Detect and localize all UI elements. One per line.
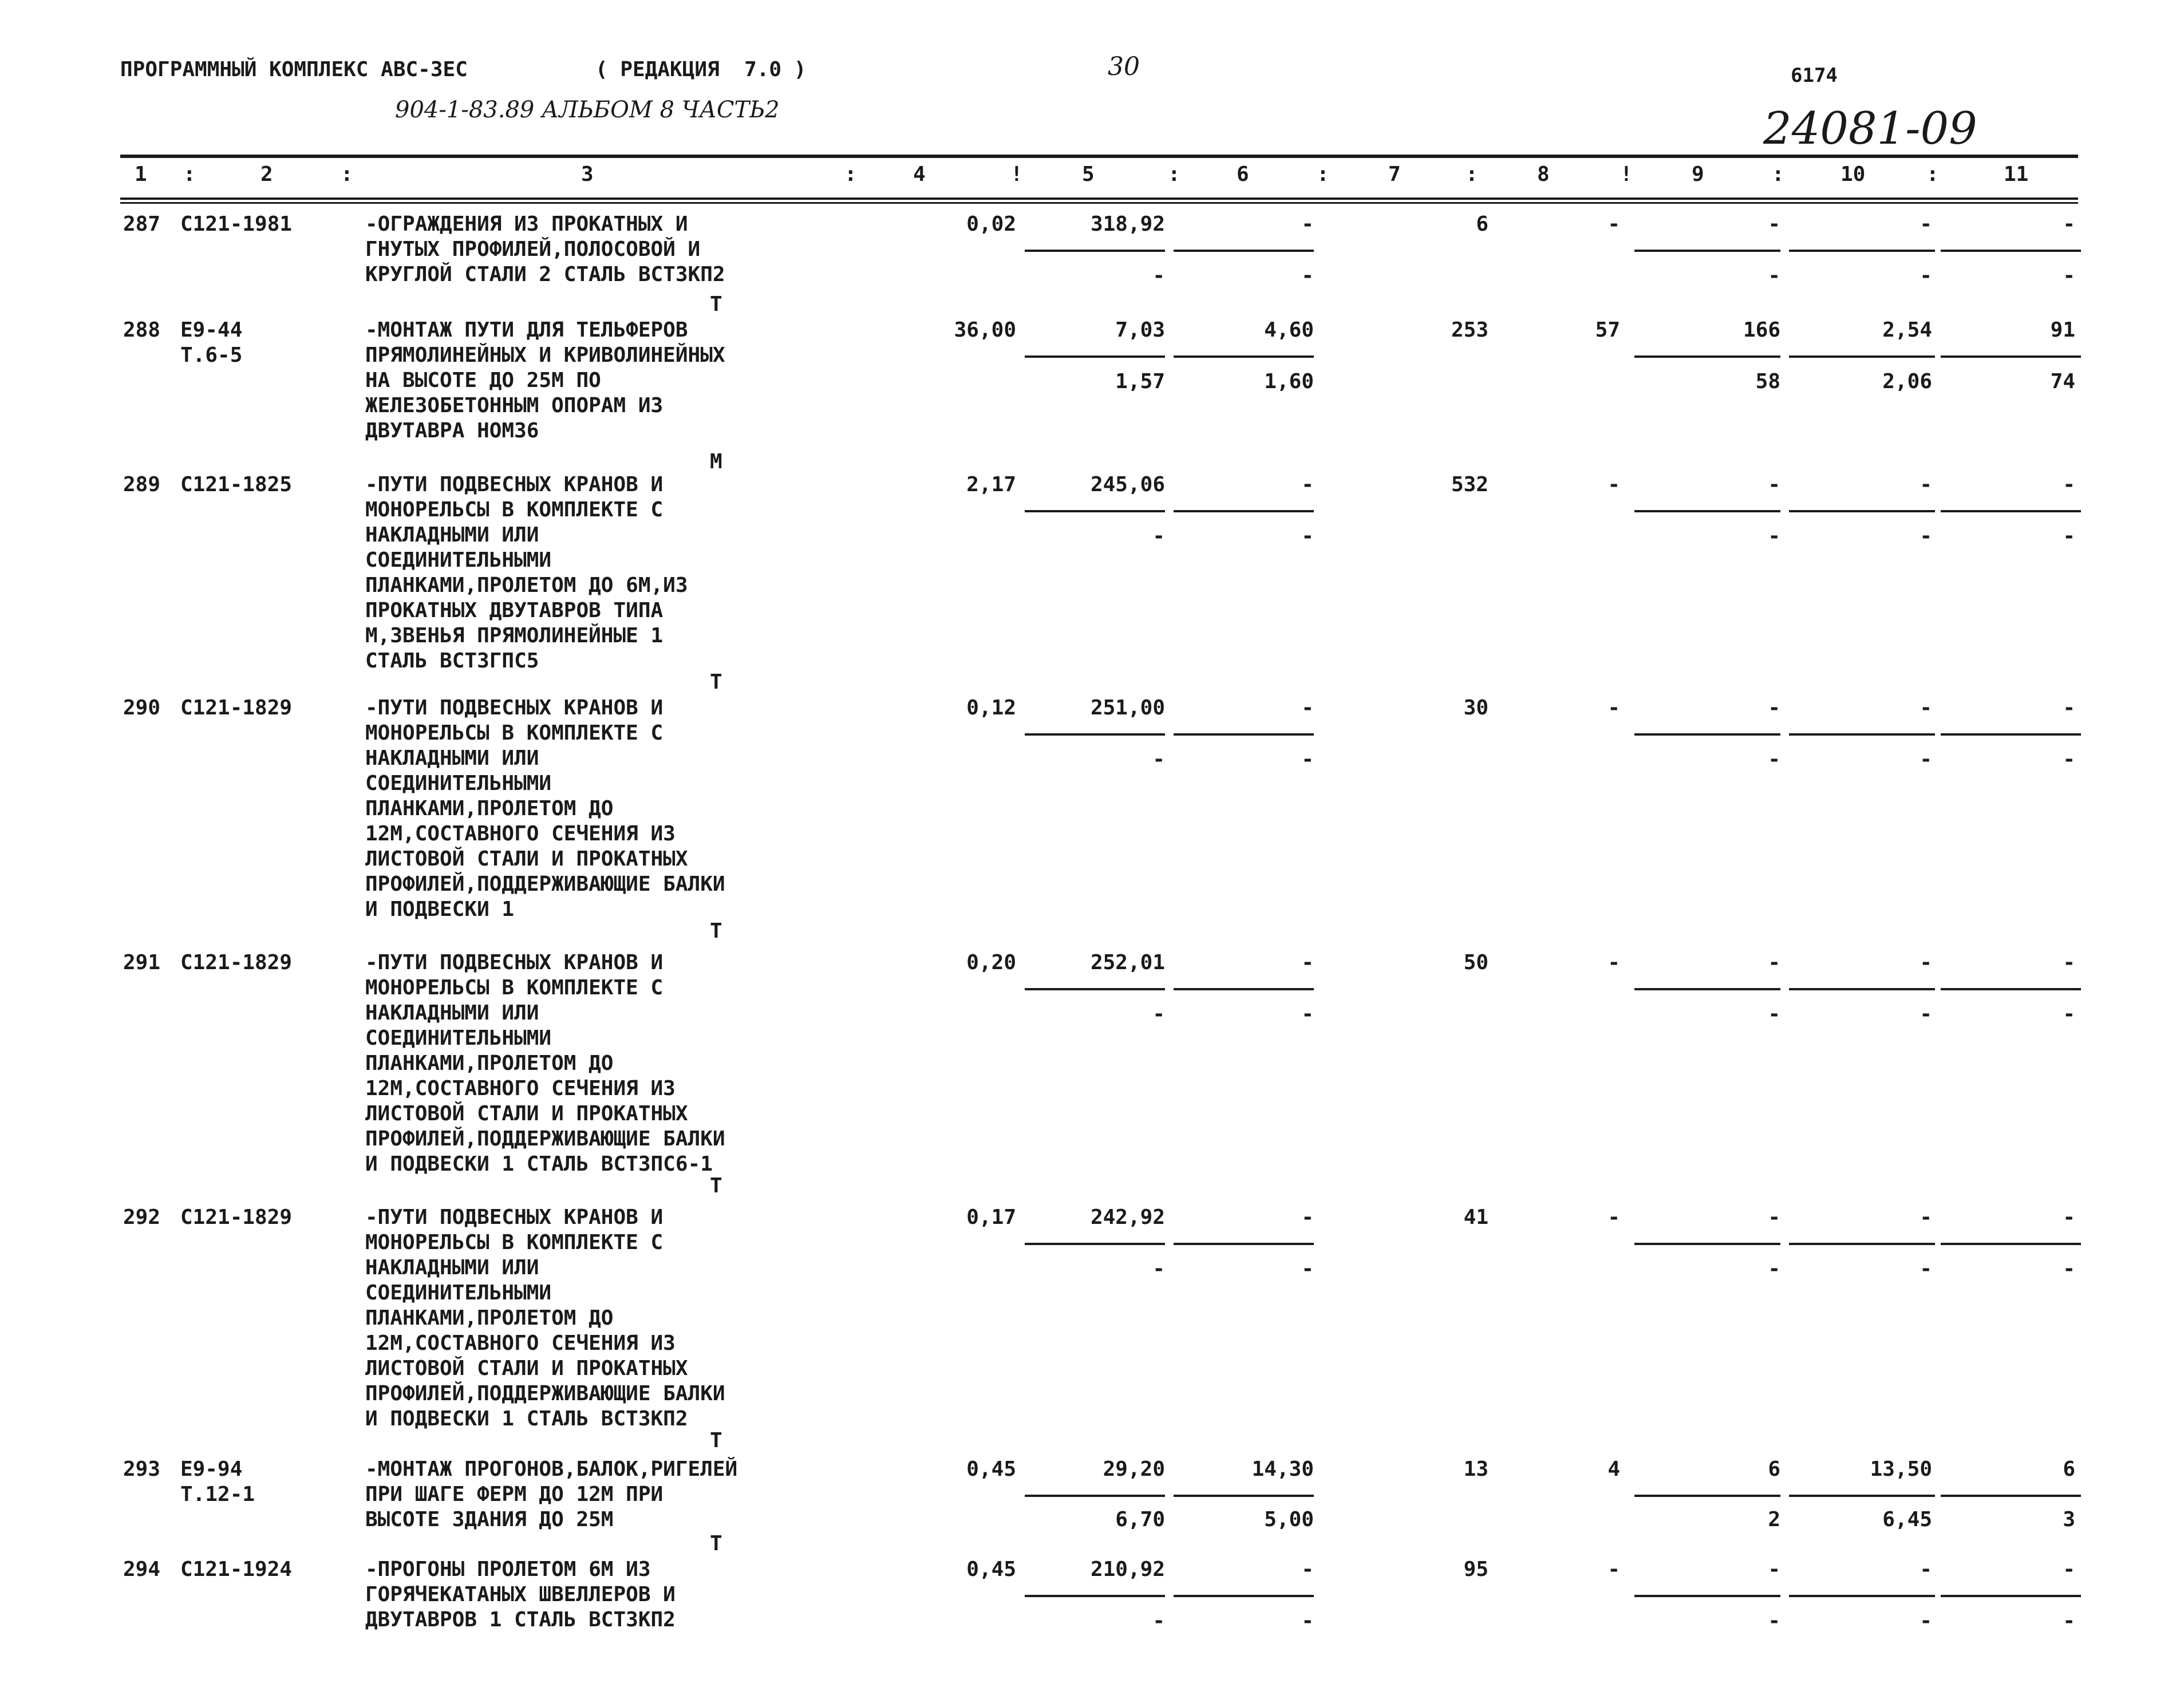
cell-col6-bottom: 1,60 bbox=[1264, 370, 1314, 393]
col-separator: : bbox=[1466, 163, 1478, 186]
cell-col9-bottom: - bbox=[1768, 264, 1780, 287]
row-number: 292 bbox=[123, 1206, 161, 1229]
cell-col8: - bbox=[1608, 951, 1620, 974]
cell-col10-top: 2,54 bbox=[1882, 318, 1932, 342]
cell-col10-top: - bbox=[1920, 1558, 1932, 1581]
row-unit: М bbox=[710, 450, 722, 473]
row-number: 294 bbox=[123, 1558, 161, 1581]
cell-col8: - bbox=[1608, 212, 1620, 236]
cell-col11-bottom: - bbox=[2063, 1609, 2075, 1633]
cell-col4: 0,20 bbox=[966, 951, 1016, 974]
row-unit: Т bbox=[710, 1174, 722, 1198]
cell-col4: 2,17 bbox=[966, 473, 1016, 496]
cell-col11-top: 91 bbox=[2050, 318, 2075, 342]
cell-col10-top: - bbox=[1920, 1206, 1932, 1229]
fraction-bar bbox=[1025, 1495, 1165, 1497]
cell-col6-bottom: - bbox=[1301, 264, 1314, 287]
col-header-10: 10 bbox=[1841, 163, 1866, 186]
fraction-bar bbox=[1025, 250, 1165, 252]
cell-col9-top: 166 bbox=[1743, 318, 1780, 342]
col-separator: : bbox=[1168, 163, 1180, 186]
row-code: С121-1829 bbox=[180, 951, 293, 974]
cell-col6-bottom: - bbox=[1301, 1002, 1314, 1026]
cell-col6-top: 14,30 bbox=[1251, 1457, 1314, 1481]
fraction-bar bbox=[1174, 988, 1314, 990]
cell-col6-top: - bbox=[1301, 1558, 1314, 1581]
page-number: 30 bbox=[1108, 52, 1140, 81]
col-separator: ! bbox=[1620, 163, 1633, 186]
cell-col9-bottom: - bbox=[1768, 1257, 1780, 1281]
cell-col11-bottom: 3 bbox=[2063, 1508, 2075, 1531]
row-description: -МОНТАЖ ПРОГОНОВ,БАЛОК,РИГЕЛЕЙ ПРИ ШАГЕ ФЕРМ ДО 12М ПРИ ВЫСОТЕ ЗДАНИЯ ДО 25М bbox=[365, 1457, 738, 1531]
header-top-rule bbox=[120, 155, 2078, 158]
fraction-bar bbox=[1634, 510, 1780, 512]
cell-col10-bottom: - bbox=[1920, 1609, 1932, 1633]
fraction-bar bbox=[1025, 355, 1165, 358]
fraction-bar bbox=[1174, 510, 1314, 512]
cell-col4: 0,45 bbox=[966, 1558, 1016, 1581]
cell-col6-bottom: - bbox=[1301, 1257, 1314, 1281]
cell-col10-bottom: - bbox=[1920, 748, 1932, 771]
fraction-bar bbox=[1941, 355, 2081, 358]
row-description: -ОГРАЖДЕНИЯ ИЗ ПРОКАТНЫХ И ГНУТЫХ ПРОФИЛЕЙ,ПОЛОСОВОЙ И КРУГЛОЙ СТАЛИ 2 СТАЛЬ ВСТ3КП2 bbox=[365, 212, 725, 286]
row-number: 293 bbox=[123, 1457, 161, 1481]
cell-col5-bottom: - bbox=[1152, 1002, 1165, 1026]
row-description: -ПУТИ ПОДВЕСНЫХ КРАНОВ И МОНОРЕЛЬСЫ В КОМПЛЕКТЕ С НАКЛАДНЫМИ ИЛИ СОЕДИНИТЕЛЬНЫМИ ПЛАНКАМИ,ПРОЛЕТОМ ДО 6М,ИЗ ПРОКАТНЫХ ДВУТАВРОВ ТИПА М,ЗВЕНЬЯ ПРЯМОЛИНЕЙНЫЕ 1 СТАЛЬ ВСТ3ГПС5 bbox=[365, 473, 688, 673]
col-header-1: 1 bbox=[135, 163, 147, 186]
cell-col7: 532 bbox=[1451, 473, 1488, 496]
cell-col11-top: - bbox=[2063, 1206, 2075, 1229]
fraction-bar bbox=[1174, 1243, 1314, 1245]
fraction-bar bbox=[1941, 988, 2081, 990]
row-description: -ПУТИ ПОДВЕСНЫХ КРАНОВ И МОНОРЕЛЬСЫ В КОМПЛЕКТЕ С НАКЛАДНЫМИ ИЛИ СОЕДИНИТЕЛЬНЫМИ ПЛАНКАМИ,ПРОЛЕТОМ ДО 12М,СОСТАВНОГО СЕЧЕНИЯ ИЗ ЛИСТОВОЙ СТАЛИ И ПРОКАТНЫХ ПРОФИЛЕЙ,ПОДДЕРЖИВАЮЩИЕ БАЛКИ И ПОДВЕСКИ 1 СТАЛЬ ВСТ3КП2 bbox=[365, 1206, 725, 1431]
cell-col11-top: 6 bbox=[2063, 1457, 2075, 1481]
fraction-bar bbox=[1174, 250, 1314, 252]
col-separator: : bbox=[1317, 163, 1329, 186]
row-code: Е9-44 Т.6-5 bbox=[180, 318, 243, 367]
fraction-bar bbox=[1941, 733, 2081, 736]
cell-col10-bottom: - bbox=[1920, 264, 1932, 287]
cell-col6-bottom: - bbox=[1301, 748, 1314, 771]
cell-col7: 253 bbox=[1451, 318, 1488, 342]
row-unit: Т bbox=[710, 293, 722, 316]
cell-col6-bottom: - bbox=[1301, 524, 1314, 548]
fraction-bar bbox=[1941, 1243, 2081, 1245]
fraction-bar bbox=[1789, 510, 1935, 512]
fraction-bar bbox=[1634, 988, 1780, 990]
col-header-7: 7 bbox=[1388, 163, 1401, 186]
fraction-bar bbox=[1025, 1243, 1165, 1245]
cell-col10-bottom: - bbox=[1920, 1002, 1932, 1026]
col-header-11: 11 bbox=[2004, 163, 2029, 186]
cell-col5-bottom: - bbox=[1152, 1257, 1165, 1281]
cell-col10-bottom: 6,45 bbox=[1882, 1508, 1932, 1531]
col-header-6: 6 bbox=[1237, 163, 1249, 186]
cell-col6-bottom: 5,00 bbox=[1264, 1508, 1314, 1531]
cell-col5-bottom: - bbox=[1152, 1609, 1165, 1633]
row-code: С121-1829 bbox=[180, 696, 293, 720]
row-code: С121-1829 bbox=[180, 1206, 293, 1229]
cell-col11-top: - bbox=[2063, 696, 2075, 720]
cell-col9-bottom: 58 bbox=[1755, 370, 1780, 393]
cell-col5-bottom: 1,57 bbox=[1115, 370, 1165, 393]
fraction-bar bbox=[1174, 355, 1314, 358]
cell-col8: - bbox=[1608, 1206, 1620, 1229]
col-header-2: 2 bbox=[260, 163, 273, 186]
fraction-bar bbox=[1789, 355, 1935, 358]
header-bottom-rule-2 bbox=[120, 202, 2078, 204]
col-separator: ! bbox=[1010, 163, 1023, 186]
cell-col11-top: - bbox=[2063, 951, 2075, 974]
col-separator: : bbox=[1772, 163, 1784, 186]
fraction-bar bbox=[1025, 988, 1165, 990]
cell-col7: 95 bbox=[1463, 1558, 1488, 1581]
row-description: -ПУТИ ПОДВЕСНЫХ КРАНОВ И МОНОРЕЛЬСЫ В КОМПЛЕКТЕ С НАКЛАДНЫМИ ИЛИ СОЕДИНИТЕЛЬНЫМИ ПЛАНКАМИ,ПРОЛЕТОМ ДО 12М,СОСТАВНОГО СЕЧЕНИЯ ИЗ ЛИСТОВОЙ СТАЛИ И ПРОКАТНЫХ ПРОФИЛЕЙ,ПОДДЕРЖИВАЮЩИЕ БАЛКИ И ПОДВЕСКИ 1 СТАЛЬ ВСТ3ПС6-1 bbox=[365, 951, 725, 1176]
fraction-bar bbox=[1789, 1495, 1935, 1497]
cell-col7: 30 bbox=[1463, 696, 1488, 720]
cell-col7: 41 bbox=[1463, 1206, 1488, 1229]
fraction-bar bbox=[1789, 1595, 1935, 1597]
row-code: Е9-94 Т.12-1 bbox=[180, 1457, 255, 1506]
edition-label: ( РЕДАКЦИЯ 7.0 ) bbox=[595, 58, 807, 81]
cell-col6-top: - bbox=[1301, 696, 1314, 720]
fraction-bar bbox=[1634, 250, 1780, 252]
cell-col4: 0,12 bbox=[966, 696, 1016, 720]
cell-col4: 0,45 bbox=[966, 1457, 1016, 1481]
fraction-bar bbox=[1025, 1595, 1165, 1597]
cell-col11-bottom: - bbox=[2063, 748, 2075, 771]
row-code: С121-1981 bbox=[180, 212, 293, 236]
row-number: 289 bbox=[123, 473, 161, 496]
cell-col5-top: 210,92 bbox=[1090, 1558, 1165, 1581]
handwritten-stamp-number: 24081-09 bbox=[1763, 103, 1977, 155]
cell-col5-top: 318,92 bbox=[1090, 212, 1165, 236]
cell-col9-bottom: - bbox=[1768, 1609, 1780, 1633]
fraction-bar bbox=[1789, 250, 1935, 252]
cell-col5-top: 251,00 bbox=[1090, 696, 1165, 720]
row-number: 291 bbox=[123, 951, 161, 974]
cell-col4: 0,02 bbox=[966, 212, 1016, 236]
cell-col10-bottom: - bbox=[1920, 1257, 1932, 1281]
fraction-bar bbox=[1941, 1595, 2081, 1597]
cell-col10-bottom: - bbox=[1920, 524, 1932, 548]
cell-col10-top: - bbox=[1920, 473, 1932, 496]
cell-col5-bottom: - bbox=[1152, 264, 1165, 287]
row-unit: Т bbox=[710, 1532, 722, 1555]
album-reference: 904-1-83.89 АЛЬБОМ 8 ЧАСТЬ2 bbox=[395, 97, 780, 123]
cell-col5-bottom: - bbox=[1152, 524, 1165, 548]
cell-col9-bottom: - bbox=[1768, 524, 1780, 548]
row-description: -ПРОГОНЫ ПРОЛЕТОМ 6М ИЗ ГОРЯЧЕКАТАНЫХ ШВЕЛЛЕРОВ И ДВУТАВРОВ 1 СТАЛЬ ВСТ3КП2 bbox=[365, 1558, 676, 1631]
cell-col5-top: 7,03 bbox=[1115, 318, 1165, 342]
cell-col9-bottom: - bbox=[1768, 748, 1780, 771]
col-separator: : bbox=[341, 163, 353, 186]
cell-col7: 50 bbox=[1463, 951, 1488, 974]
cell-col6-top: - bbox=[1301, 951, 1314, 974]
cell-col9-bottom: 2 bbox=[1768, 1508, 1780, 1531]
cell-col11-top: - bbox=[2063, 212, 2075, 236]
cell-col5-bottom: 6,70 bbox=[1115, 1508, 1165, 1531]
cell-col6-bottom: - bbox=[1301, 1609, 1314, 1633]
cell-col9-top: - bbox=[1768, 212, 1780, 236]
fraction-bar bbox=[1174, 1595, 1314, 1597]
cell-col10-top: - bbox=[1920, 696, 1932, 720]
fraction-bar bbox=[1941, 510, 2081, 512]
fraction-bar bbox=[1634, 733, 1780, 736]
fraction-bar bbox=[1634, 1243, 1780, 1245]
col-header-9: 9 bbox=[1692, 163, 1704, 186]
row-description: -ПУТИ ПОДВЕСНЫХ КРАНОВ И МОНОРЕЛЬСЫ В КОМПЛЕКТЕ С НАКЛАДНЫМИ ИЛИ СОЕДИНИТЕЛЬНЫМИ ПЛАНКАМИ,ПРОЛЕТОМ ДО 12М,СОСТАВНОГО СЕЧЕНИЯ ИЗ ЛИСТОВОЙ СТАЛИ И ПРОКАТНЫХ ПРОФИЛЕЙ,ПОДДЕРЖИВАЮЩИЕ БАЛКИ И ПОДВЕСКИ 1 bbox=[365, 696, 725, 921]
fraction-bar bbox=[1025, 510, 1165, 512]
fraction-bar bbox=[1025, 733, 1165, 736]
cell-col11-bottom: - bbox=[2063, 264, 2075, 287]
fraction-bar bbox=[1174, 733, 1314, 736]
cell-col9-top: - bbox=[1768, 696, 1780, 720]
cell-col9-bottom: - bbox=[1768, 1002, 1780, 1026]
cell-col10-top: - bbox=[1920, 951, 1932, 974]
cell-col10-top: 13,50 bbox=[1870, 1457, 1932, 1481]
row-description: -МОНТАЖ ПУТИ ДЛЯ ТЕЛЬФЕРОВ ПРЯМОЛИНЕЙНЫХ И КРИВОЛИНЕЙНЫХ НА ВЫСОТЕ ДО 25М ПО ЖЕЛЕЗОБЕТОННЫМ ОПОРАМ ИЗ ДВУТАВРА НОМ36 bbox=[365, 318, 725, 442]
fraction-bar bbox=[1634, 1595, 1780, 1597]
cell-col8: 4 bbox=[1608, 1457, 1620, 1481]
cell-col11-top: - bbox=[2063, 473, 2075, 496]
cell-col11-top: - bbox=[2063, 1558, 2075, 1581]
program-title: ПРОГРАММНЫЙ КОМПЛЕКС АВС-ЗЕС bbox=[120, 58, 468, 81]
cell-col9-top: - bbox=[1768, 951, 1780, 974]
cell-col5-top: 245,06 bbox=[1090, 473, 1165, 496]
fraction-bar bbox=[1634, 1495, 1780, 1497]
cell-col5-bottom: - bbox=[1152, 748, 1165, 771]
fraction-bar bbox=[1789, 988, 1935, 990]
cell-col5-top: 29,20 bbox=[1103, 1457, 1165, 1481]
cell-col9-top: 6 bbox=[1768, 1457, 1780, 1481]
col-separators: : bbox=[183, 163, 196, 186]
row-code: С121-1825 bbox=[180, 473, 293, 496]
cell-col10-top: - bbox=[1920, 212, 1932, 236]
col-separator: : bbox=[844, 163, 857, 186]
cell-col4: 36,00 bbox=[954, 318, 1016, 342]
row-unit: Т bbox=[710, 919, 722, 943]
row-code: С121-1924 bbox=[180, 1558, 293, 1581]
col-header-4: 4 bbox=[913, 163, 926, 186]
cell-col9-top: - bbox=[1768, 473, 1780, 496]
col-header-8: 8 bbox=[1537, 163, 1550, 186]
header-bottom-rule bbox=[120, 197, 2078, 200]
cell-col6-top: - bbox=[1301, 212, 1314, 236]
cell-col7: 13 bbox=[1463, 1457, 1488, 1481]
cell-col9-top: - bbox=[1768, 1558, 1780, 1581]
fraction-bar bbox=[1789, 733, 1935, 736]
cell-col11-bottom: - bbox=[2063, 1002, 2075, 1026]
cell-col9-top: - bbox=[1768, 1206, 1780, 1229]
fraction-bar bbox=[1634, 355, 1780, 358]
cell-col6-top: - bbox=[1301, 473, 1314, 496]
cell-col4: 0,17 bbox=[966, 1206, 1016, 1229]
fraction-bar bbox=[1789, 1243, 1935, 1245]
row-number: 288 bbox=[123, 318, 161, 342]
col-header-3: 3 bbox=[581, 163, 594, 186]
document-number: 6174 bbox=[1791, 64, 1838, 87]
cell-col5-top: 242,92 bbox=[1090, 1206, 1165, 1229]
cell-col11-bottom: 74 bbox=[2050, 370, 2075, 393]
col-header-5: 5 bbox=[1082, 163, 1095, 186]
fraction-bar bbox=[1941, 250, 2081, 252]
fraction-bar bbox=[1941, 1495, 2081, 1497]
fraction-bar bbox=[1174, 1495, 1314, 1497]
row-number: 290 bbox=[123, 696, 161, 720]
row-unit: Т bbox=[710, 1429, 722, 1452]
cell-col8: - bbox=[1608, 473, 1620, 496]
cell-col11-bottom: - bbox=[2063, 524, 2075, 548]
cell-col5-top: 252,01 bbox=[1090, 951, 1165, 974]
cell-col6-top: 4,60 bbox=[1264, 318, 1314, 342]
cell-col8: 57 bbox=[1595, 318, 1620, 342]
cell-col7: 6 bbox=[1476, 212, 1488, 236]
cell-col10-bottom: 2,06 bbox=[1882, 370, 1932, 393]
row-unit: Т bbox=[710, 670, 722, 694]
row-number: 287 bbox=[123, 212, 161, 236]
cell-col8: - bbox=[1608, 696, 1620, 720]
cell-col8: - bbox=[1608, 1558, 1620, 1581]
cell-col6-top: - bbox=[1301, 1206, 1314, 1229]
cell-col11-bottom: - bbox=[2063, 1257, 2075, 1281]
col-separator: : bbox=[1926, 163, 1939, 186]
